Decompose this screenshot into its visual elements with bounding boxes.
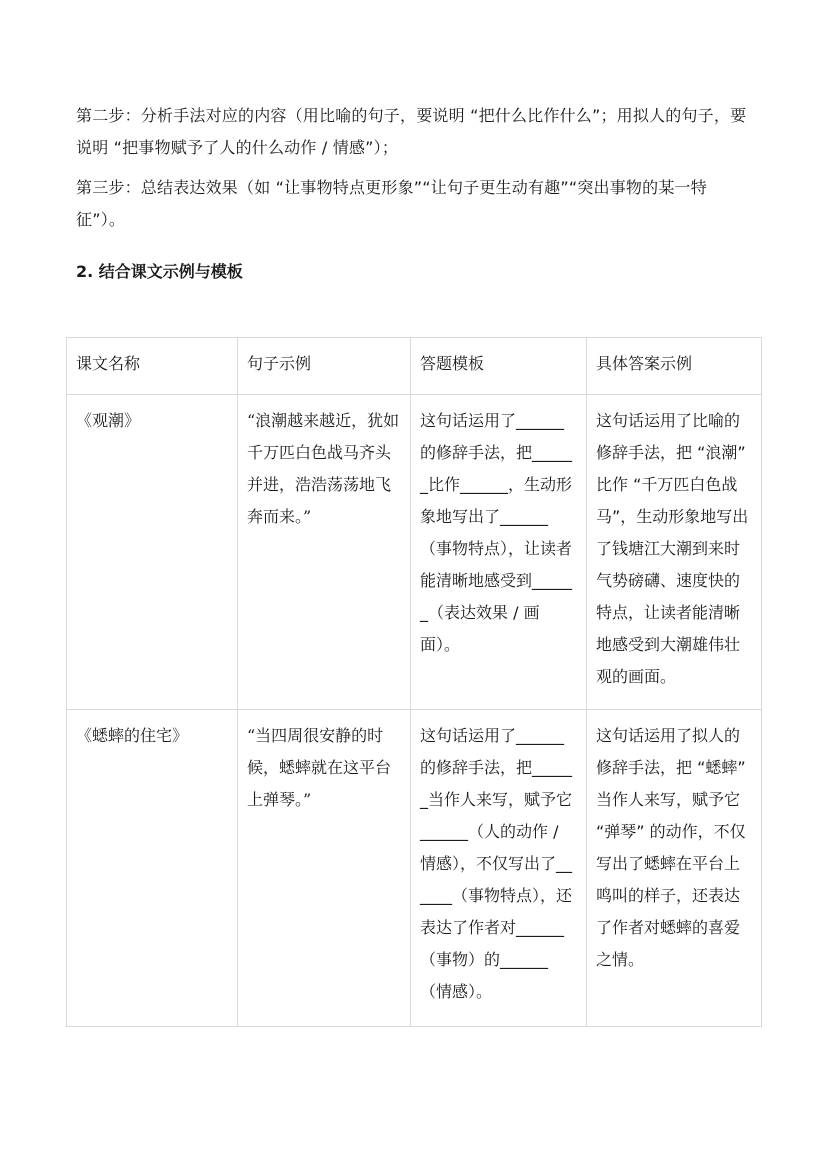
table-header-row (67, 338, 762, 395)
header-answer-template: 答题模板 (411, 338, 587, 395)
answer-example-cell: 这句话运用了比喻的修辞手法，把 “浪潮” 比作 “千万匹白色战马”，生动形象地写出了钱塘江大潮到来时气势磅礴、速度快的特点，让读者能清晰地感受到大潮雄伟壮观的画面。 (587, 395, 762, 710)
step-two-paragraph: 第二步：分析手法对应的内容（用比喻的句子，要说明 “把什么比作什么”；用拟人的句子，要说明 “把事物赋予了人的什么动作 / 情感”）； (76, 106, 747, 157)
step-three-paragraph: 第三步：总结表达效果（如 “让事物特点更形象”“让句子更生动有趣”“突出事物的某一特征”）。 (76, 178, 707, 229)
example-table (66, 337, 762, 1027)
lesson-name-cell: 《蟋蟀的住宅》 (67, 710, 238, 1027)
answer-template-cell: 这句话运用了______的修辞手法，把______当作人来写，赋予它______（人的动作 / 情感），不仅写出了______（事物特点），还表达了作者对______（事物）的______（情感）。 (411, 710, 587, 1027)
sentence-example-cell: “当四周很安静的时候，蟋蟀就在这平台上弹琴。” (238, 710, 411, 1027)
sentence-example-cell: “浪潮越来越近，犹如千万匹白色战马齐头并进，浩浩荡荡地飞奔而来。” (238, 395, 411, 710)
answer-template-cell: 这句话运用了______的修辞手法，把______比作______，生动形象地写出了______（事物特点），让读者能清晰地感受到______（表达效果 / 画面）。 (411, 395, 587, 710)
lesson-name-cell: 《观潮》 (67, 395, 238, 710)
table-row (67, 710, 762, 1027)
header-answer-example: 具体答案示例 (587, 338, 762, 395)
header-lesson-name: 课文名称 (67, 338, 238, 395)
table-row (67, 395, 762, 710)
header-sentence-example: 句子示例 (238, 338, 411, 395)
section-heading: 2. 结合课文示例与模板 (76, 262, 243, 281)
answer-example-cell: 这句话运用了拟人的修辞手法，把 “蟋蟀” 当作人来写，赋予它 “弹琴” 的动作，不仅写出了蟋蟀在平台上鸣叫的样子，还表达了作者对蟋蟀的喜爱之情。 (587, 710, 762, 1027)
